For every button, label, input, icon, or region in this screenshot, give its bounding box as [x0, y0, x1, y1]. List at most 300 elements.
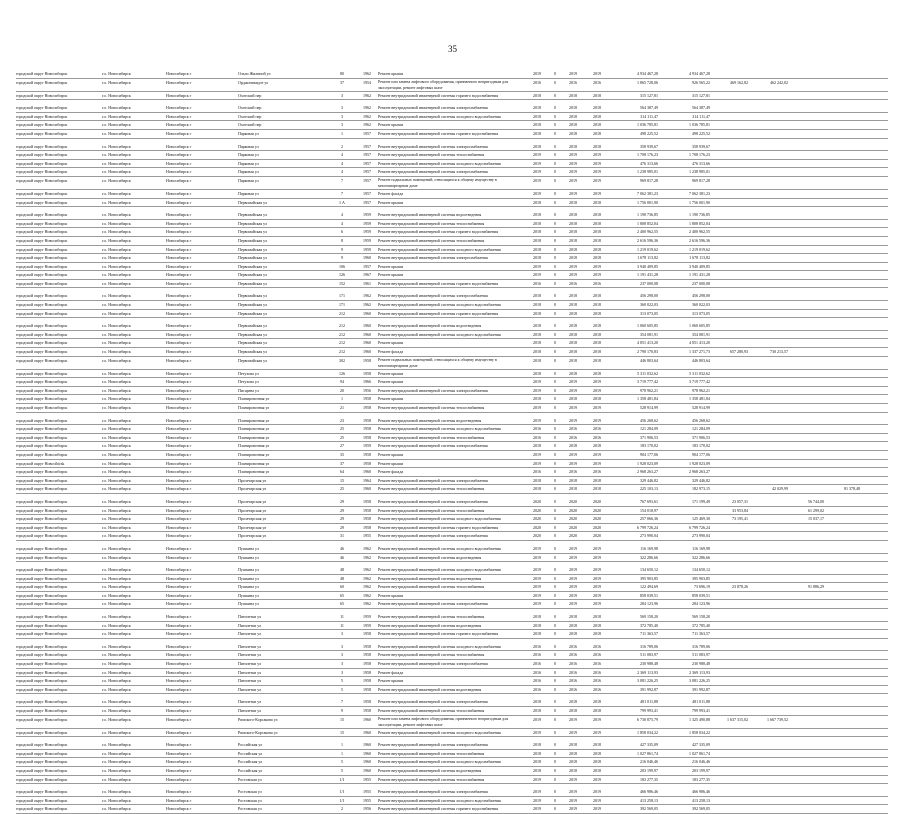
- fund-cost-cell: 3 719 777,42: [689, 379, 710, 385]
- city-district-cell: г.о. Новосибирск: [102, 533, 131, 539]
- street-cell: Ростовская ул: [238, 776, 262, 782]
- total-cost-cell: 413 258,13: [640, 797, 658, 803]
- city-district-cell: г.о. Новосибирск: [102, 524, 131, 530]
- plan-year-cell: 2019: [533, 601, 541, 607]
- street-cell: Российская ул: [238, 750, 263, 756]
- plan-year-cell: 2020: [533, 533, 541, 539]
- plan-year-cell: 2018: [533, 767, 541, 773]
- fund-cost-cell: 2 968 263,27: [689, 469, 710, 475]
- locality-cell: Новосибирск г: [166, 592, 192, 598]
- municipal-district-cell: городской округ Новосибирск: [16, 759, 68, 765]
- street-cell: Пятилетки ул: [238, 669, 262, 675]
- flag-cell: 0: [554, 729, 556, 735]
- total-cost-cell: 237 000,08: [640, 280, 658, 286]
- start-year-cell: 2016: [569, 469, 577, 475]
- street-cell: Пятилетки ул: [238, 622, 262, 628]
- work-type-cell: Ремонт внутридомовой инженерной системы теплоснабжения: [378, 486, 485, 492]
- flag-cell: 0: [554, 246, 556, 252]
- fund-cost-cell: 1 190 736,85: [689, 212, 710, 218]
- city-district-cell: г.о. Новосибирск: [102, 516, 131, 522]
- city-district-cell: г.о. Новосибирск: [102, 567, 131, 573]
- locality-cell: Новосибирск г: [166, 426, 192, 432]
- street-cell: Первомайская ул: [238, 229, 267, 235]
- end-year-cell: 2019: [593, 716, 601, 722]
- total-cost-cell: 216 046,46: [640, 759, 658, 765]
- flag-cell: 0: [554, 767, 556, 773]
- locality-cell: Новосибирск г: [166, 469, 192, 475]
- fund-cost-cell: 315 127,81: [692, 92, 710, 98]
- start-year-cell: 2018: [569, 113, 577, 119]
- table-row: [16, 387, 888, 396]
- house-number-cell: 4: [341, 152, 343, 158]
- plan-year-cell: 2018: [533, 622, 541, 628]
- locality-cell: Новосибирск г: [166, 396, 192, 402]
- start-year-cell: 2018: [569, 302, 577, 308]
- plan-year-cell: 2018: [533, 443, 541, 449]
- end-year-cell: 2019: [593, 729, 601, 735]
- start-year-cell: 2019: [569, 451, 577, 457]
- table-row: [16, 92, 888, 101]
- city-district-cell: г.о. Новосибирск: [102, 405, 131, 410]
- city-district-cell: г.о. Новосибирск: [102, 130, 131, 136]
- end-year-cell: 2019: [593, 554, 601, 560]
- fund-cost-cell: 5 311 032,62: [689, 370, 710, 376]
- fund-cost-cell: 2 616 596,36: [689, 237, 710, 243]
- street-cell: Первомайская ул: [238, 349, 267, 355]
- house-number-cell: 212: [339, 331, 345, 337]
- fund-cost-cell: 904 177,06: [692, 451, 710, 457]
- table-row: [16, 468, 888, 477]
- street-cell: Пушкина ул: [238, 592, 259, 598]
- end-year-cell: 2019: [593, 584, 601, 590]
- house-number-cell: 3: [341, 661, 343, 667]
- end-year-cell: 2019: [593, 405, 601, 410]
- municipal-district-cell: городской округ Новосибирск: [16, 417, 68, 423]
- end-year-cell: 2018: [593, 357, 601, 363]
- build-year-cell: 1955: [363, 789, 371, 795]
- start-year-cell: 2018: [569, 631, 577, 637]
- locality-cell: Новосибирск г: [166, 652, 192, 658]
- city-district-cell: г.о. Новосибирск: [102, 469, 131, 475]
- house-number-cell: 11: [340, 614, 344, 620]
- flag-cell: 0: [554, 113, 556, 119]
- work-type-cell: Ремонт внутридомовой инженерной системы водоотведения: [378, 417, 482, 423]
- work-type-cell: Ремонт внутридомовой инженерной системы холодного водоснабжения: [378, 160, 501, 166]
- table-row: [16, 348, 888, 357]
- start-year-cell: 2018: [569, 310, 577, 316]
- city-district-cell: г.о. Новосибирск: [102, 669, 131, 675]
- plan-year-cell: 2018: [533, 750, 541, 756]
- work-type-cell: Ремонт внутридомовой инженерной системы электроснабжения: [378, 105, 488, 111]
- end-year-cell: 2018: [593, 237, 601, 243]
- total-cost-cell: 476 313,66: [640, 160, 658, 166]
- fund-cost-cell: 926 565,22: [692, 79, 710, 85]
- municipal-district-cell: городской округ Новосибирск: [16, 498, 68, 504]
- plan-year-cell: 2018: [533, 199, 541, 205]
- house-number-cell: 9: [341, 255, 343, 261]
- municipal-district-cell: городской округ Новосибирск: [16, 631, 68, 637]
- fund-cost-cell: 569 158,20: [692, 614, 710, 620]
- work-type-cell: Ремонт внутридомовой инженерной системы водоотведения: [378, 686, 482, 692]
- fund-cost-cell: 711 363,57: [692, 631, 710, 637]
- locality-cell: Новосибирск г: [166, 643, 192, 649]
- table-row: [16, 545, 888, 554]
- table-row: [16, 776, 888, 785]
- city-district-cell: г.о. Новосибирск: [102, 280, 131, 286]
- end-year-cell: 2018: [593, 349, 601, 355]
- city-district-cell: г.о. Новосибирск: [102, 113, 131, 119]
- start-year-cell: 2018: [569, 331, 577, 337]
- table-row: [16, 425, 888, 434]
- fund-cost-cell: 1 678 113,82: [689, 255, 710, 261]
- municipal-district-cell: городской округ Новосибирск: [16, 169, 68, 175]
- flag-cell: 0: [554, 661, 556, 667]
- plan-year-cell: 2019: [533, 387, 541, 393]
- street-cell: Планировочная ул: [238, 451, 270, 457]
- build-year-cell: 1958: [363, 524, 371, 530]
- house-number-cell: 3: [341, 631, 343, 637]
- street-cell: Писарева ул: [238, 387, 259, 393]
- end-year-cell: 2019: [593, 152, 601, 158]
- city-district-cell: г.о. Новосибирск: [102, 293, 131, 299]
- end-year-cell: 2018: [593, 708, 601, 713]
- city-district-cell: г.о. Новосибирск: [102, 622, 131, 628]
- locality-cell: Новосибирск г: [166, 105, 192, 111]
- total-cost-cell: 134 650,12: [640, 567, 658, 573]
- street-cell: Первомайская ул: [238, 340, 267, 346]
- table-row: [16, 758, 888, 767]
- street-cell: Первомайская ул: [238, 255, 267, 261]
- table-row: [16, 263, 888, 272]
- total-cost-cell: 395 903,85: [640, 575, 658, 581]
- city-district-cell: г.о. Новосибирск: [102, 177, 131, 183]
- street-cell: Парковая ул: [238, 169, 259, 175]
- start-year-cell: 2019: [569, 545, 577, 551]
- table-row: [16, 301, 888, 310]
- locality-cell: Новосибирск г: [166, 524, 192, 530]
- city-district-cell: г.о. Новосибирск: [102, 643, 131, 649]
- work-type-cell: Ремонт внутридомовой инженерной системы электроснабжения: [378, 789, 488, 795]
- table-row: [16, 451, 888, 460]
- plan-year-cell: 2018: [533, 229, 541, 235]
- city-district-cell: г.о. Новосибирск: [102, 79, 131, 85]
- plan-year-cell: 2019: [533, 797, 541, 803]
- fund-cost-cell: 7 062 381,23: [689, 190, 710, 196]
- start-year-cell: 2019: [569, 177, 577, 183]
- end-year-cell: 2019: [593, 776, 601, 782]
- street-cell: Первомайская ул: [238, 199, 267, 205]
- flag-cell: 0: [554, 379, 556, 385]
- build-year-cell: 1958: [363, 426, 371, 432]
- house-number-cell: 29: [340, 498, 344, 504]
- work-type-cell: Ремонт внутридомовой инженерной системы горячего водоснабжения: [378, 92, 499, 98]
- end-year-cell: 2020: [593, 516, 601, 522]
- end-year-cell: 2018: [593, 622, 601, 628]
- build-year-cell: 1955: [363, 776, 371, 782]
- house-number-cell: 106: [339, 263, 345, 269]
- total-cost-cell: 225 103,13: [640, 486, 658, 492]
- locality-cell: Новосибирск г: [166, 220, 192, 226]
- city-district-cell: г.о. Новосибирск: [102, 652, 131, 658]
- fund-cost-cell: 564 387,49: [692, 105, 710, 111]
- fund-cost-cell: 1 858 034,22: [689, 729, 710, 735]
- plan-year-cell: 2018: [533, 357, 541, 363]
- work-type-cell: Ремонт внутридомовой инженерной системы водоотведения: [378, 575, 482, 581]
- end-year-cell: 2018: [593, 370, 601, 376]
- total-cost-cell: 284 123,96: [640, 601, 658, 607]
- city-district-cell: г.о. Новосибирск: [102, 592, 131, 598]
- municipal-district-cell: городской округ Новосибирск: [16, 486, 68, 492]
- table-row: [16, 168, 888, 177]
- locality-cell: Новосибирск г: [166, 340, 192, 346]
- start-year-cell: 2018: [569, 486, 577, 492]
- end-year-cell: 2018: [593, 699, 601, 705]
- house-number-cell: 48: [340, 567, 344, 573]
- table-row: [16, 613, 888, 622]
- plan-year-cell: 2016: [533, 280, 541, 286]
- start-year-cell: 2016: [569, 661, 577, 667]
- total-cost-cell: 354 081,91: [640, 331, 658, 337]
- city-district-cell: г.о. Новосибирск: [102, 460, 131, 466]
- end-year-cell: 2018: [593, 750, 601, 756]
- end-year-cell: 2019: [593, 190, 601, 196]
- flag-cell: 0: [554, 797, 556, 803]
- start-year-cell: 2016: [569, 426, 577, 432]
- total-cost-cell: 2 790 170,83: [637, 349, 658, 355]
- house-number-cell: 1/1: [339, 797, 345, 803]
- locality-cell: Новосибирск г: [166, 708, 192, 713]
- plan-year-cell: 2018: [533, 477, 541, 483]
- city-district-cell: г.о. Новосибирск: [102, 750, 131, 756]
- work-type-cell: Ремонт фасада: [378, 190, 404, 196]
- city-district-cell: г.о. Новосибирск: [102, 105, 131, 111]
- municipal-district-cell: городской округ Новосибирск: [16, 686, 68, 692]
- municipal-district-cell: городской округ Новосибирск: [16, 434, 68, 440]
- house-number-cell: 7: [341, 177, 343, 183]
- municipal-district-cell: городской округ Новосибирск: [16, 92, 68, 98]
- table-row: [16, 220, 888, 229]
- work-type-cell: Ремонт внутридомовой инженерной системы электроснабжения: [378, 169, 488, 175]
- municipal-district-cell: городской округ Новосибирск: [16, 190, 68, 196]
- locality-cell: Новосибирск г: [166, 130, 192, 136]
- build-year-cell: 1959: [363, 220, 371, 226]
- municipal-district-cell: городской округ Новосибирск: [16, 507, 68, 513]
- table-row: [16, 370, 888, 379]
- locality-cell: Новосибирск г: [166, 246, 192, 252]
- end-year-cell: 2019: [593, 177, 601, 183]
- street-cell: Пушкина ул: [238, 601, 259, 607]
- street-cell: Пролетарская ул: [238, 477, 267, 483]
- fund-cost-cell: 395 903,85: [692, 575, 710, 581]
- house-number-cell: 9: [341, 246, 343, 252]
- house-number-cell: 15: [340, 716, 344, 722]
- build-year-cell: 1960: [363, 349, 371, 355]
- plan-year-cell: 2019: [533, 584, 541, 590]
- flag-cell: 0: [554, 396, 556, 402]
- street-cell: Парковая ул: [238, 152, 259, 158]
- locality-cell: Новосибирск г: [166, 678, 192, 684]
- locality-cell: Новосибирск г: [166, 160, 192, 166]
- total-cost-cell: 1 060 605,85: [637, 323, 658, 329]
- total-cost-cell: 1 756 001,90: [637, 199, 658, 205]
- plan-year-cell: 2018: [533, 396, 541, 402]
- plan-year-cell: 2019: [533, 592, 541, 598]
- flag-cell: 0: [554, 469, 556, 475]
- cost-4-cell: 1 667 739,52: [767, 716, 788, 722]
- build-year-cell: 1957: [363, 177, 371, 183]
- house-number-cell: 4: [341, 160, 343, 166]
- work-type-cell: Ремонт крыши: [378, 460, 404, 466]
- total-cost-cell: 1 238 985,01: [637, 169, 658, 175]
- municipal-district-cell: городской округ Новосибирск: [16, 601, 68, 607]
- house-number-cell: 80: [340, 71, 344, 76]
- work-type-cell: Ремонт внутридомовой инженерной системы холодного водоснабжения: [378, 302, 501, 308]
- plan-year-cell: 2018: [533, 122, 541, 128]
- fund-cost-cell: 316 789,06: [692, 643, 710, 649]
- fund-cost-cell: 481 011,88: [692, 699, 710, 705]
- work-type-cell: Ремонт внутридомовой инженерной системы горячего водоснабжения: [378, 229, 499, 235]
- municipal-district-cell: городской округ Новосибирск: [16, 255, 68, 261]
- table-row: [16, 788, 888, 797]
- end-year-cell: 2019: [593, 387, 601, 393]
- flag-cell: 0: [554, 652, 556, 658]
- build-year-cell: 1960: [363, 331, 371, 337]
- street-cell: Парковая ул: [238, 143, 259, 149]
- city-district-cell: г.о. Новосибирск: [102, 255, 131, 261]
- plan-year-cell: 2018: [533, 310, 541, 316]
- table-row: [16, 237, 888, 246]
- build-year-cell: 1958: [363, 498, 371, 504]
- fund-cost-cell: 4 051 413,20: [689, 340, 710, 346]
- municipal-district-cell: городской округ Новосибирск: [16, 742, 68, 748]
- table-row: [16, 434, 888, 443]
- build-year-cell: 1958: [363, 643, 371, 649]
- fund-cost-cell: 329 446,82: [692, 477, 710, 483]
- city-district-cell: г.о. Новосибирск: [102, 143, 131, 149]
- start-year-cell: 2018: [569, 293, 577, 299]
- end-year-cell: 2019: [593, 71, 601, 76]
- plan-year-cell: 2020: [533, 498, 541, 504]
- build-year-cell: 1958: [363, 678, 371, 684]
- start-year-cell: 2019: [569, 554, 577, 560]
- build-year-cell: 1958: [363, 370, 371, 376]
- plan-year-cell: 2018: [533, 708, 541, 713]
- fund-cost-cell: 73 696,19: [694, 584, 710, 590]
- house-number-cell: 4: [341, 169, 343, 175]
- table-row: [16, 160, 888, 169]
- end-year-cell: 2019: [593, 169, 601, 175]
- locality-cell: Новосибирск г: [166, 255, 192, 261]
- build-year-cell: 1962: [363, 293, 371, 299]
- plan-year-cell: 2018: [533, 331, 541, 337]
- total-cost-cell: 456 268,62: [640, 417, 658, 423]
- total-cost-cell: 711 363,57: [640, 631, 658, 637]
- fund-cost-cell: 230 988,48: [692, 661, 710, 667]
- end-year-cell: 2019: [593, 806, 601, 812]
- street-cell: Планировочная ул: [238, 434, 270, 440]
- house-number-cell: 8: [341, 237, 343, 243]
- start-year-cell: 2018: [569, 396, 577, 402]
- flag-cell: 0: [554, 229, 556, 235]
- municipal-district-cell: городской округ Новосибирск: [16, 160, 68, 166]
- street-cell: Планировочная ул: [238, 417, 270, 423]
- city-district-cell: г.о. Новосибирск: [102, 237, 131, 243]
- locality-cell: Новосибирск г: [166, 199, 192, 205]
- build-year-cell: 1957: [363, 143, 371, 149]
- municipal-district-cell: городской округ Новосибирск: [16, 554, 68, 560]
- work-type-cell: Ремонт внутридомовой инженерной системы водоотведения: [378, 323, 482, 329]
- work-type-cell: Ремонт внутридомовой инженерной системы холодного водоснабжения: [378, 759, 501, 765]
- start-year-cell: 2018: [569, 443, 577, 449]
- municipal-district-cell: городской округ Новосибирск: [16, 280, 68, 286]
- fund-cost-cell: 427 335,09: [692, 742, 710, 748]
- municipal-district-cell: городской округ Новосибирск: [16, 263, 68, 269]
- work-type-cell: Ремонт внутридомовой инженерной системы электроснабжения: [378, 293, 488, 299]
- total-cost-cell: 372 785,40: [640, 622, 658, 628]
- table-row: [16, 113, 888, 122]
- street-cell: Ростовская ул: [238, 789, 262, 795]
- work-type-cell: Ремонт внутридомовой инженерной системы теплоснабжения: [378, 652, 485, 658]
- city-district-cell: г.о. Новосибирск: [102, 631, 131, 637]
- start-year-cell: 2019: [569, 379, 577, 385]
- city-district-cell: г.о. Новосибирск: [102, 310, 131, 316]
- fund-cost-cell: 237 000,08: [692, 280, 710, 286]
- end-year-cell: 2016: [593, 652, 601, 658]
- work-type-cell: Ремонт внутридомовой инженерной системы электроснабжения: [378, 661, 488, 667]
- plan-year-cell: 2018: [533, 255, 541, 261]
- flag-cell: 0: [554, 716, 556, 722]
- city-district-cell: г.о. Новосибирск: [102, 331, 131, 337]
- table-row: [16, 310, 888, 319]
- municipal-district-cell: городской округ Новосибирск: [16, 699, 68, 705]
- street-cell: Первомайская ул: [238, 302, 267, 308]
- build-year-cell: 1960: [363, 767, 371, 773]
- start-year-cell: 2016: [569, 434, 577, 440]
- city-district-cell: г.о. Новосибирск: [102, 160, 131, 166]
- work-type-cell: Ремонт внутридомовой инженерной системы теплоснабжения: [378, 776, 485, 782]
- plan-year-cell: 2016: [533, 426, 541, 432]
- house-number-cell: 171: [339, 293, 345, 299]
- end-year-cell: 2016: [593, 79, 601, 85]
- flag-cell: 0: [554, 451, 556, 457]
- table-row: [16, 729, 888, 738]
- flag-cell: 0: [554, 220, 556, 226]
- locality-cell: Новосибирск г: [166, 806, 192, 812]
- flag-cell: 0: [554, 601, 556, 607]
- house-number-cell: 25: [340, 434, 344, 440]
- end-year-cell: 2018: [593, 143, 601, 149]
- locality-cell: Новосибирск г: [166, 545, 192, 551]
- municipal-district-cell: городской округ Новосибирск: [16, 567, 68, 573]
- street-cell: Пролетарская ул: [238, 507, 267, 513]
- street-cell: Парковая ул: [238, 177, 259, 183]
- house-number-cell: 1: [341, 130, 343, 136]
- street-cell: Орджоникидзе ул: [238, 79, 269, 85]
- build-year-cell: 1959: [363, 622, 371, 628]
- flag-cell: 0: [554, 516, 556, 522]
- build-year-cell: 1960: [363, 310, 371, 316]
- city-district-cell: г.о. Новосибирск: [102, 507, 131, 513]
- house-number-cell: 212: [339, 323, 345, 329]
- city-district-cell: г.о. Новосибирск: [102, 272, 131, 278]
- plan-year-cell: 2016: [533, 678, 541, 684]
- build-year-cell: 1958: [363, 516, 371, 522]
- end-year-cell: 2018: [593, 92, 601, 98]
- house-number-cell: 37: [340, 460, 344, 466]
- locality-cell: Новосибирск г: [166, 669, 192, 675]
- end-year-cell: 2018: [593, 113, 601, 119]
- city-district-cell: г.о. Новосибирск: [102, 584, 131, 590]
